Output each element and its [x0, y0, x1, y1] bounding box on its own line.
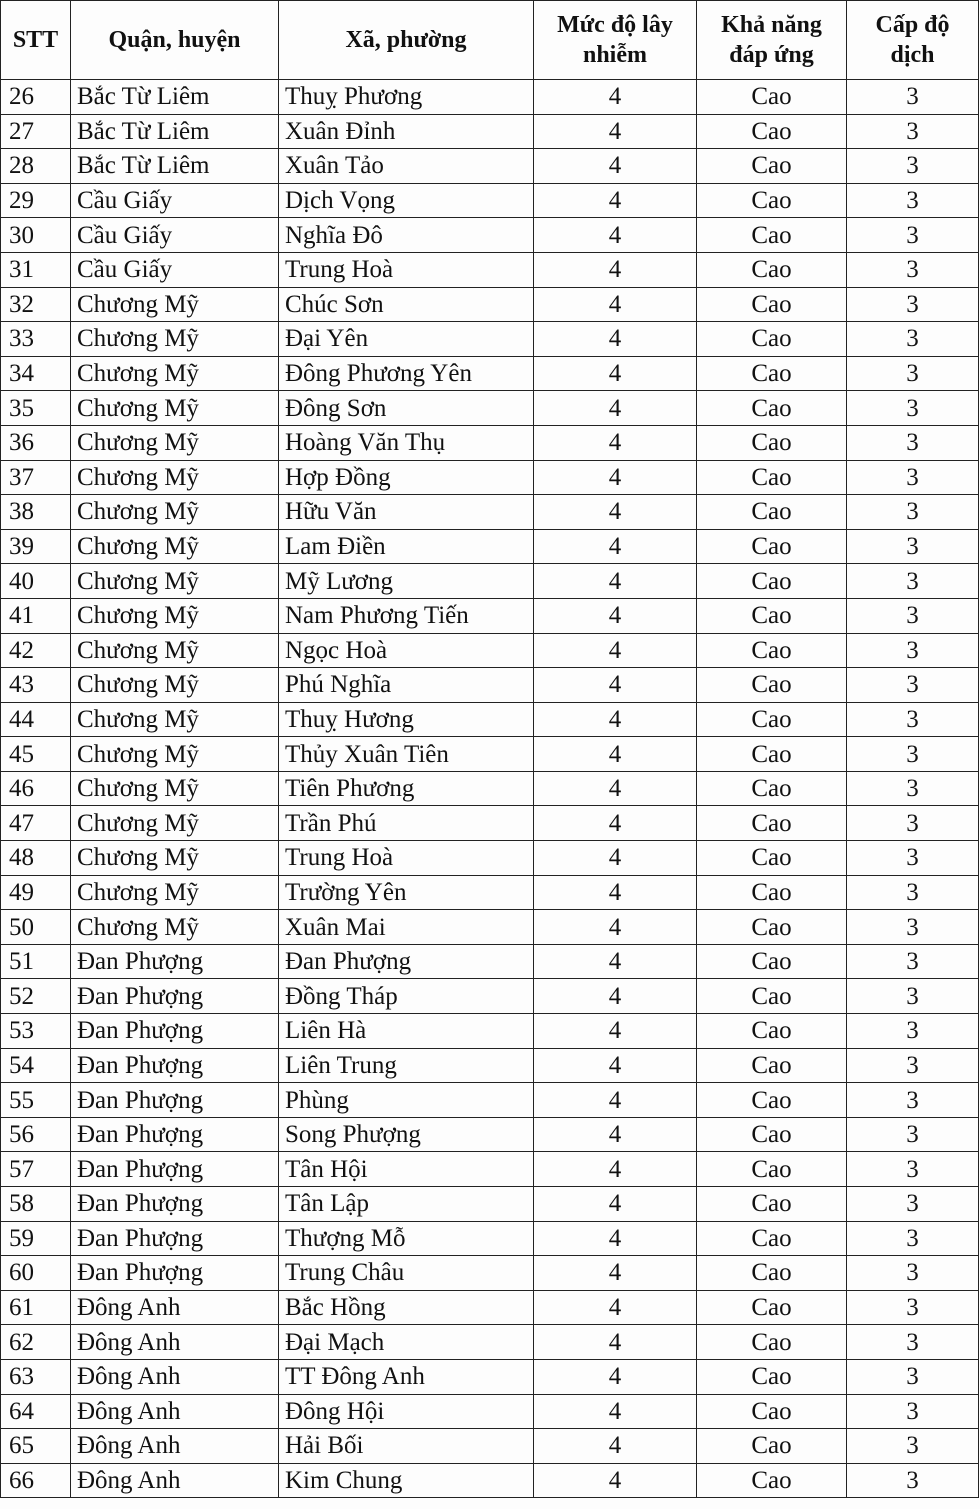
cell-response-capacity: Cao — [697, 875, 847, 910]
cell-stt: 62 — [1, 1325, 71, 1360]
cell-response-capacity: Cao — [697, 460, 847, 495]
cell-epidemic-level: 3 — [847, 218, 979, 253]
cell-ward: Đông Hội — [279, 1394, 534, 1429]
cell-epidemic-level: 3 — [847, 944, 979, 979]
cell-district: Đan Phượng — [71, 1048, 279, 1083]
cell-district: Chương Mỹ — [71, 460, 279, 495]
cell-district: Đông Anh — [71, 1429, 279, 1464]
cell-stt: 60 — [1, 1256, 71, 1291]
cell-stt: 54 — [1, 1048, 71, 1083]
cell-district: Chương Mỹ — [71, 806, 279, 841]
cell-infection-level: 4 — [534, 979, 697, 1014]
cell-ward: Ngọc Hoà — [279, 633, 534, 668]
cell-district: Cầu Giấy — [71, 183, 279, 218]
header-epidemic-level: Cấp độ dịch — [847, 1, 979, 80]
cell-infection-level: 4 — [534, 564, 697, 599]
cell-response-capacity: Cao — [697, 1463, 847, 1498]
cell-epidemic-level: 3 — [847, 1290, 979, 1325]
cell-ward: Song Phượng — [279, 1117, 534, 1152]
cell-stt: 41 — [1, 598, 71, 633]
cell-infection-level: 4 — [534, 252, 697, 287]
cell-response-capacity: Cao — [697, 633, 847, 668]
table-row — [1, 564, 979, 599]
cell-infection-level: 4 — [534, 356, 697, 391]
cell-ward: Thuỵ Phương — [279, 80, 534, 115]
cell-infection-level: 4 — [534, 149, 697, 184]
cell-stt: 46 — [1, 771, 71, 806]
cell-district: Đan Phượng — [71, 1152, 279, 1187]
cell-epidemic-level: 3 — [847, 737, 979, 772]
cell-infection-level: 4 — [534, 322, 697, 357]
cell-infection-level: 4 — [534, 287, 697, 322]
cell-infection-level: 4 — [534, 668, 697, 703]
cell-epidemic-level: 3 — [847, 495, 979, 530]
cell-ward: Thuỵ Hương — [279, 702, 534, 737]
cell-district: Chương Mỹ — [71, 737, 279, 772]
cell-district: Chương Mỹ — [71, 598, 279, 633]
cell-infection-level: 4 — [534, 1290, 697, 1325]
cell-infection-level: 4 — [534, 1463, 697, 1498]
cell-ward: Đông Sơn — [279, 391, 534, 426]
cell-ward: Xuân Đỉnh — [279, 114, 534, 149]
cell-epidemic-level: 3 — [847, 529, 979, 564]
cell-district: Chương Mỹ — [71, 322, 279, 357]
cell-infection-level: 4 — [534, 598, 697, 633]
cell-ward: Hợp Đồng — [279, 460, 534, 495]
cell-response-capacity: Cao — [697, 1014, 847, 1049]
cell-stt: 37 — [1, 460, 71, 495]
cell-infection-level: 4 — [534, 80, 697, 115]
cell-epidemic-level: 3 — [847, 806, 979, 841]
cell-infection-level: 4 — [534, 1394, 697, 1429]
cell-response-capacity: Cao — [697, 495, 847, 530]
cell-ward: Phùng — [279, 1083, 534, 1118]
cell-epidemic-level: 3 — [847, 1359, 979, 1394]
cell-ward: Phú Nghĩa — [279, 668, 534, 703]
cell-ward: Đông Phương Yên — [279, 356, 534, 391]
table-row — [1, 910, 979, 945]
cell-stt: 27 — [1, 114, 71, 149]
cell-stt: 42 — [1, 633, 71, 668]
cell-district: Bắc Từ Liêm — [71, 114, 279, 149]
table-row — [1, 149, 979, 184]
cell-epidemic-level: 3 — [847, 425, 979, 460]
cell-district: Chương Mỹ — [71, 564, 279, 599]
cell-stt: 50 — [1, 910, 71, 945]
cell-infection-level: 4 — [534, 910, 697, 945]
cell-district: Đông Anh — [71, 1394, 279, 1429]
cell-ward: Trung Châu — [279, 1256, 534, 1291]
cell-ward: Thượng Mỗ — [279, 1221, 534, 1256]
cell-infection-level: 4 — [534, 1014, 697, 1049]
table-row — [1, 668, 979, 703]
table-row — [1, 1083, 979, 1118]
cell-epidemic-level: 3 — [847, 356, 979, 391]
cell-response-capacity: Cao — [697, 668, 847, 703]
cell-ward: Trung Hoà — [279, 841, 534, 876]
cell-epidemic-level: 3 — [847, 252, 979, 287]
cell-epidemic-level: 3 — [847, 1394, 979, 1429]
cell-district: Chương Mỹ — [71, 633, 279, 668]
cell-ward: Hữu Văn — [279, 495, 534, 530]
cell-ward: Liên Hà — [279, 1014, 534, 1049]
cell-epidemic-level: 3 — [847, 1187, 979, 1222]
table-row — [1, 598, 979, 633]
cell-ward: Hải Bối — [279, 1429, 534, 1464]
cell-stt: 43 — [1, 668, 71, 703]
cell-response-capacity: Cao — [697, 564, 847, 599]
cell-district: Chương Mỹ — [71, 910, 279, 945]
cell-infection-level: 4 — [534, 771, 697, 806]
table-row — [1, 252, 979, 287]
cell-ward: Đồng Tháp — [279, 979, 534, 1014]
cell-epidemic-level: 3 — [847, 1463, 979, 1498]
cell-district: Chương Mỹ — [71, 529, 279, 564]
table-row — [1, 1014, 979, 1049]
cell-ward: Mỹ Lương — [279, 564, 534, 599]
cell-stt: 63 — [1, 1359, 71, 1394]
cell-ward: Thủy Xuân Tiên — [279, 737, 534, 772]
cell-infection-level: 4 — [534, 1325, 697, 1360]
table-row — [1, 425, 979, 460]
cell-response-capacity: Cao — [697, 425, 847, 460]
cell-stt: 45 — [1, 737, 71, 772]
cell-ward: Đại Mạch — [279, 1325, 534, 1360]
cell-response-capacity: Cao — [697, 806, 847, 841]
table-row — [1, 114, 979, 149]
cell-epidemic-level: 3 — [847, 564, 979, 599]
cell-infection-level: 4 — [534, 183, 697, 218]
cell-district: Đan Phượng — [71, 1014, 279, 1049]
header-infection-level: Mức độ lây nhiễm — [534, 1, 697, 80]
cell-stt: 52 — [1, 979, 71, 1014]
cell-epidemic-level: 3 — [847, 80, 979, 115]
cell-infection-level: 4 — [534, 1152, 697, 1187]
cell-infection-level: 4 — [534, 1429, 697, 1464]
cell-epidemic-level: 3 — [847, 875, 979, 910]
cell-stt: 49 — [1, 875, 71, 910]
cell-infection-level: 4 — [534, 806, 697, 841]
cell-ward: Tiên Phương — [279, 771, 534, 806]
cell-response-capacity: Cao — [697, 1152, 847, 1187]
cell-response-capacity: Cao — [697, 1394, 847, 1429]
table-row — [1, 1394, 979, 1429]
cell-response-capacity: Cao — [697, 1187, 847, 1222]
cell-epidemic-level: 3 — [847, 149, 979, 184]
cell-epidemic-level: 3 — [847, 183, 979, 218]
cell-infection-level: 4 — [534, 737, 697, 772]
cell-district: Chương Mỹ — [71, 702, 279, 737]
cell-infection-level: 4 — [534, 1083, 697, 1118]
table-row — [1, 841, 979, 876]
cell-district: Chương Mỹ — [71, 425, 279, 460]
cell-response-capacity: Cao — [697, 114, 847, 149]
cell-infection-level: 4 — [534, 1359, 697, 1394]
table-row — [1, 391, 979, 426]
cell-epidemic-level: 3 — [847, 1221, 979, 1256]
cell-response-capacity: Cao — [697, 252, 847, 287]
cell-stt: 39 — [1, 529, 71, 564]
cell-stt: 47 — [1, 806, 71, 841]
cell-stt: 31 — [1, 252, 71, 287]
cell-stt: 36 — [1, 425, 71, 460]
cell-district: Chương Mỹ — [71, 771, 279, 806]
cell-epidemic-level: 3 — [847, 391, 979, 426]
cell-district: Đan Phượng — [71, 1187, 279, 1222]
table-row — [1, 771, 979, 806]
cell-infection-level: 4 — [534, 218, 697, 253]
cell-district: Đan Phượng — [71, 944, 279, 979]
cell-ward: Hoàng Văn Thụ — [279, 425, 534, 460]
table-row — [1, 875, 979, 910]
cell-response-capacity: Cao — [697, 598, 847, 633]
cell-district: Chương Mỹ — [71, 287, 279, 322]
header-ward: Xã, phường — [279, 1, 534, 80]
cell-response-capacity: Cao — [697, 771, 847, 806]
cell-response-capacity: Cao — [697, 1117, 847, 1152]
cell-infection-level: 4 — [534, 495, 697, 530]
cell-epidemic-level: 3 — [847, 1429, 979, 1464]
cell-epidemic-level: 3 — [847, 702, 979, 737]
cell-stt: 40 — [1, 564, 71, 599]
cell-district: Đan Phượng — [71, 1221, 279, 1256]
cell-response-capacity: Cao — [697, 287, 847, 322]
cell-stt: 51 — [1, 944, 71, 979]
cell-district: Bắc Từ Liêm — [71, 80, 279, 115]
cell-response-capacity: Cao — [697, 910, 847, 945]
cell-response-capacity: Cao — [697, 1221, 847, 1256]
table-row — [1, 1256, 979, 1291]
cell-response-capacity: Cao — [697, 391, 847, 426]
cell-ward: Bắc Hồng — [279, 1290, 534, 1325]
cell-stt: 58 — [1, 1187, 71, 1222]
cell-response-capacity: Cao — [697, 702, 847, 737]
table-row — [1, 1325, 979, 1360]
cell-infection-level: 4 — [534, 1117, 697, 1152]
table-row — [1, 1187, 979, 1222]
cell-epidemic-level: 3 — [847, 598, 979, 633]
cell-epidemic-level: 3 — [847, 1117, 979, 1152]
cell-epidemic-level: 3 — [847, 114, 979, 149]
cell-infection-level: 4 — [534, 702, 697, 737]
cell-district: Chương Mỹ — [71, 841, 279, 876]
cell-ward: Nam Phương Tiến — [279, 598, 534, 633]
cell-epidemic-level: 3 — [847, 841, 979, 876]
cell-infection-level: 4 — [534, 1048, 697, 1083]
cell-epidemic-level: 3 — [847, 287, 979, 322]
cell-infection-level: 4 — [534, 841, 697, 876]
table-row — [1, 495, 979, 530]
table-row — [1, 1117, 979, 1152]
table-row — [1, 1221, 979, 1256]
table-row — [1, 1429, 979, 1464]
cell-response-capacity: Cao — [697, 944, 847, 979]
cell-response-capacity: Cao — [697, 737, 847, 772]
cell-ward: Trung Hoà — [279, 252, 534, 287]
table-row — [1, 356, 979, 391]
table-row — [1, 1290, 979, 1325]
table-row — [1, 1463, 979, 1498]
cell-epidemic-level: 3 — [847, 668, 979, 703]
cell-stt: 38 — [1, 495, 71, 530]
cell-response-capacity: Cao — [697, 841, 847, 876]
cell-infection-level: 4 — [534, 425, 697, 460]
cell-stt: 34 — [1, 356, 71, 391]
cell-infection-level: 4 — [534, 529, 697, 564]
cell-ward: Xuân Mai — [279, 910, 534, 945]
cell-district: Chương Mỹ — [71, 668, 279, 703]
cell-district: Đông Anh — [71, 1325, 279, 1360]
table-row — [1, 944, 979, 979]
cell-district: Chương Mỹ — [71, 875, 279, 910]
table-row — [1, 979, 979, 1014]
table-row — [1, 737, 979, 772]
cell-response-capacity: Cao — [697, 1083, 847, 1118]
cell-response-capacity: Cao — [697, 1325, 847, 1360]
cell-epidemic-level: 3 — [847, 633, 979, 668]
cell-stt: 64 — [1, 1394, 71, 1429]
cell-stt: 65 — [1, 1429, 71, 1464]
cell-ward: Đan Phượng — [279, 944, 534, 979]
cell-stt: 55 — [1, 1083, 71, 1118]
table-header-row — [1, 1, 979, 80]
header-district: Quận, huyện — [71, 1, 279, 80]
cell-ward: Đại Yên — [279, 322, 534, 357]
cell-response-capacity: Cao — [697, 322, 847, 357]
cell-stt: 44 — [1, 702, 71, 737]
cell-infection-level: 4 — [534, 114, 697, 149]
cell-ward: Kim Chung — [279, 1463, 534, 1498]
table-row — [1, 1359, 979, 1394]
cell-response-capacity: Cao — [697, 80, 847, 115]
cell-response-capacity: Cao — [697, 183, 847, 218]
cell-epidemic-level: 3 — [847, 1152, 979, 1187]
cell-stt: 66 — [1, 1463, 71, 1498]
cell-district: Đan Phượng — [71, 1256, 279, 1291]
cell-stt: 61 — [1, 1290, 71, 1325]
cell-response-capacity: Cao — [697, 218, 847, 253]
cell-stt: 35 — [1, 391, 71, 426]
cell-epidemic-level: 3 — [847, 771, 979, 806]
header-stt: STT — [1, 1, 71, 80]
cell-district: Chương Mỹ — [71, 495, 279, 530]
cell-ward: Liên Trung — [279, 1048, 534, 1083]
table-row — [1, 529, 979, 564]
cell-epidemic-level: 3 — [847, 910, 979, 945]
cell-stt: 26 — [1, 80, 71, 115]
cell-infection-level: 4 — [534, 1256, 697, 1291]
cell-district: Đan Phượng — [71, 1083, 279, 1118]
cell-infection-level: 4 — [534, 944, 697, 979]
cell-ward: Xuân Tảo — [279, 149, 534, 184]
cell-district: Đông Anh — [71, 1463, 279, 1498]
cell-ward: Tân Hội — [279, 1152, 534, 1187]
header-response-capacity: Khả năng đáp ứng — [697, 1, 847, 80]
cell-stt: 33 — [1, 322, 71, 357]
cell-response-capacity: Cao — [697, 149, 847, 184]
cell-stt: 30 — [1, 218, 71, 253]
cell-district: Cầu Giấy — [71, 252, 279, 287]
cell-stt: 29 — [1, 183, 71, 218]
table-body — [1, 80, 979, 1498]
cell-epidemic-level: 3 — [847, 1048, 979, 1083]
cell-district: Cầu Giấy — [71, 218, 279, 253]
cell-stt: 53 — [1, 1014, 71, 1049]
table-row — [1, 1152, 979, 1187]
cell-ward: Chúc Sơn — [279, 287, 534, 322]
table-row — [1, 80, 979, 115]
cell-district: Chương Mỹ — [71, 356, 279, 391]
cell-ward: Trường Yên — [279, 875, 534, 910]
cell-district: Đan Phượng — [71, 979, 279, 1014]
cell-ward: Dịch Vọng — [279, 183, 534, 218]
cell-epidemic-level: 3 — [847, 979, 979, 1014]
cell-ward: Nghĩa Đô — [279, 218, 534, 253]
cell-infection-level: 4 — [534, 391, 697, 426]
cell-stt: 56 — [1, 1117, 71, 1152]
cell-epidemic-level: 3 — [847, 322, 979, 357]
cell-district: Đông Anh — [71, 1359, 279, 1394]
table-row — [1, 183, 979, 218]
cell-epidemic-level: 3 — [847, 1325, 979, 1360]
cell-district: Chương Mỹ — [71, 391, 279, 426]
cell-stt: 32 — [1, 287, 71, 322]
cell-response-capacity: Cao — [697, 529, 847, 564]
cell-response-capacity: Cao — [697, 979, 847, 1014]
table-row — [1, 287, 979, 322]
cell-response-capacity: Cao — [697, 1048, 847, 1083]
cell-infection-level: 4 — [534, 460, 697, 495]
cell-epidemic-level: 3 — [847, 460, 979, 495]
cell-response-capacity: Cao — [697, 1429, 847, 1464]
cell-district: Bắc Từ Liêm — [71, 149, 279, 184]
cell-response-capacity: Cao — [697, 1256, 847, 1291]
cell-stt: 48 — [1, 841, 71, 876]
cell-epidemic-level: 3 — [847, 1083, 979, 1118]
cell-infection-level: 4 — [534, 875, 697, 910]
cell-infection-level: 4 — [534, 1187, 697, 1222]
cell-epidemic-level: 3 — [847, 1014, 979, 1049]
cell-epidemic-level: 3 — [847, 1256, 979, 1291]
cell-ward: Trần Phú — [279, 806, 534, 841]
cell-response-capacity: Cao — [697, 1359, 847, 1394]
cell-ward: Tân Lập — [279, 1187, 534, 1222]
table-row — [1, 633, 979, 668]
cell-infection-level: 4 — [534, 1221, 697, 1256]
table-row — [1, 702, 979, 737]
cell-district: Đông Anh — [71, 1290, 279, 1325]
cell-ward: TT Đông Anh — [279, 1359, 534, 1394]
cell-district: Đan Phượng — [71, 1117, 279, 1152]
cell-stt: 57 — [1, 1152, 71, 1187]
table-row — [1, 1048, 979, 1083]
table-row — [1, 218, 979, 253]
cell-infection-level: 4 — [534, 633, 697, 668]
cell-stt: 59 — [1, 1221, 71, 1256]
cell-ward: Lam Điền — [279, 529, 534, 564]
table-row — [1, 322, 979, 357]
table-row — [1, 806, 979, 841]
cell-response-capacity: Cao — [697, 356, 847, 391]
cell-stt: 28 — [1, 149, 71, 184]
cell-response-capacity: Cao — [697, 1290, 847, 1325]
table-row — [1, 460, 979, 495]
